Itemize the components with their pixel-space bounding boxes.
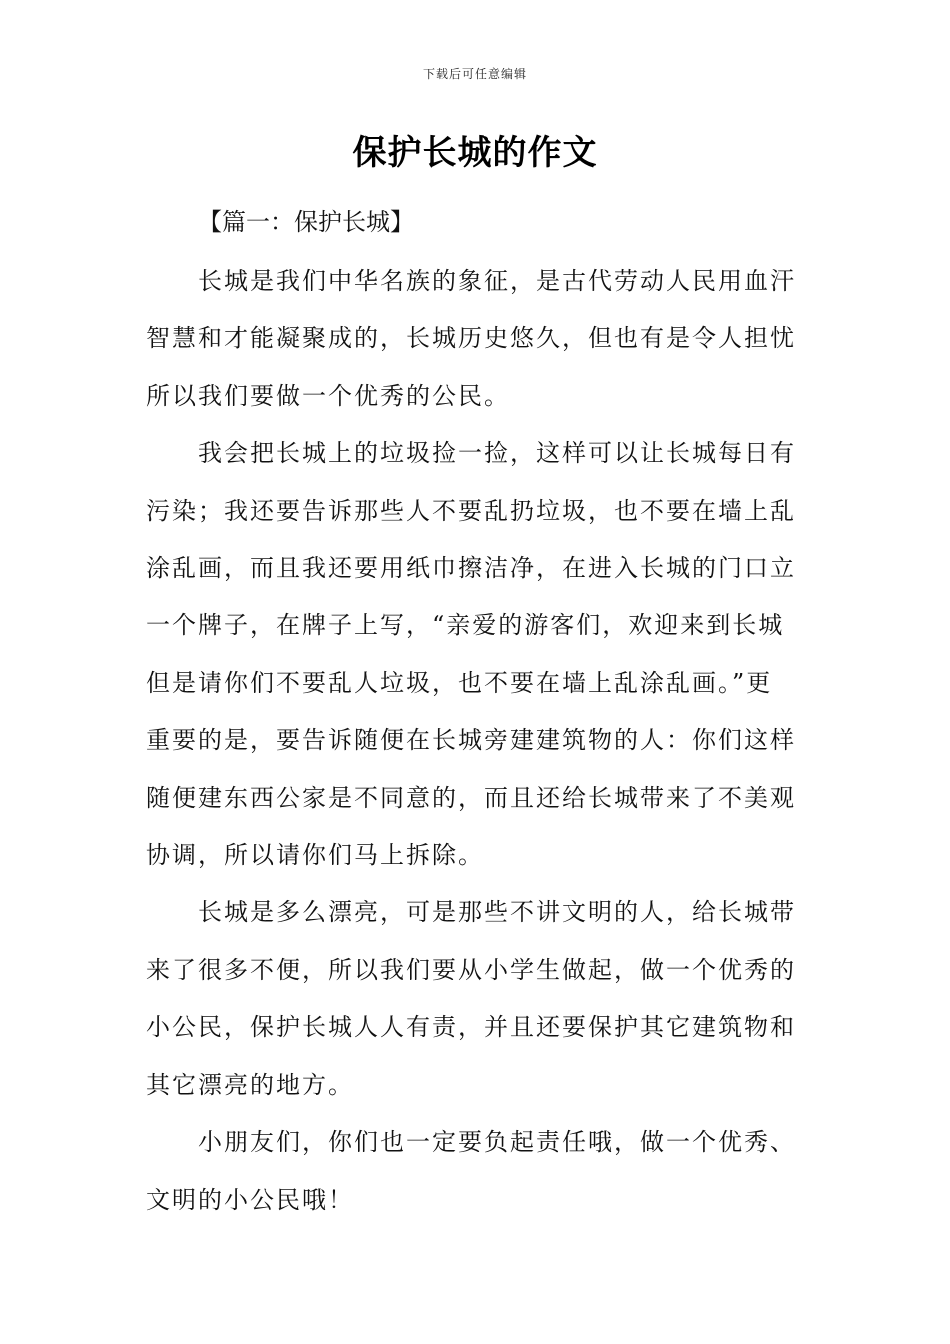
paragraph-line: 其它漂亮的地方。 — [146, 1070, 354, 1099]
paragraph-3 — [146, 884, 810, 1114]
paragraph-line: 重要的是，要告诉随便在长城旁建建筑物的人：你们这样 — [146, 726, 796, 755]
page-title: 保护长城的作文 — [352, 133, 598, 173]
paragraph-line: 小公民，保护长城人人有责，并且还要保护其它建筑物和 — [146, 1013, 796, 1042]
paragraph-line: 一个牌子，在牌子上写，“亲爱的游客们，欢迎来到长城 — [146, 611, 785, 640]
paragraph-line: 文明的小公民哦！ — [146, 1185, 354, 1214]
paragraph-line: 涂乱画，而且我还要用纸巾擦洁净，在进入长城的门口立 — [146, 554, 796, 583]
section-heading: 【篇一：保护长城】 — [198, 208, 414, 236]
paragraph-2 — [146, 425, 810, 884]
paragraph-line: 所以我们要做一个优秀的公民。 — [146, 381, 510, 410]
paragraph-line: 智慧和才能凝聚成的，长城历史悠久，但也有是令人担忧 — [146, 324, 796, 353]
paragraph-line: 随便建东西公家是不同意的，而且还给长城带来了不美观 — [146, 783, 796, 812]
paragraph-1 — [146, 253, 810, 425]
paragraph-line: 小朋友们，你们也一定要负起责任哦，做一个优秀、 — [198, 1128, 796, 1157]
paragraph-line: 长城是多么漂亮，可是那些不讲文明的人，给长城带 — [198, 898, 796, 927]
header-note: 下载后可任意编辑 — [422, 67, 527, 81]
paragraph-line: 来了很多不便，所以我们要从小学生做起，做一个优秀的 — [146, 955, 796, 984]
paragraph-4 — [146, 1114, 810, 1229]
paragraph-line: 协调，所以请你们马上拆除。 — [146, 841, 484, 870]
essay-body — [146, 253, 810, 1229]
paragraph-line: 但是请你们不要乱人垃圾，也不要在墙上乱涂乱画。”更 — [146, 668, 773, 697]
paragraph-line: 长城是我们中华名族的象征，是古代劳动人民用血汗 — [198, 267, 796, 295]
paragraph-line: 污染；我还要告诉那些人不要乱扔垃圾，也不要在墙上乱 — [146, 496, 796, 525]
paragraph-line: 我会把长城上的垃圾捡一捡，这样可以让长城每日有 — [198, 439, 796, 468]
